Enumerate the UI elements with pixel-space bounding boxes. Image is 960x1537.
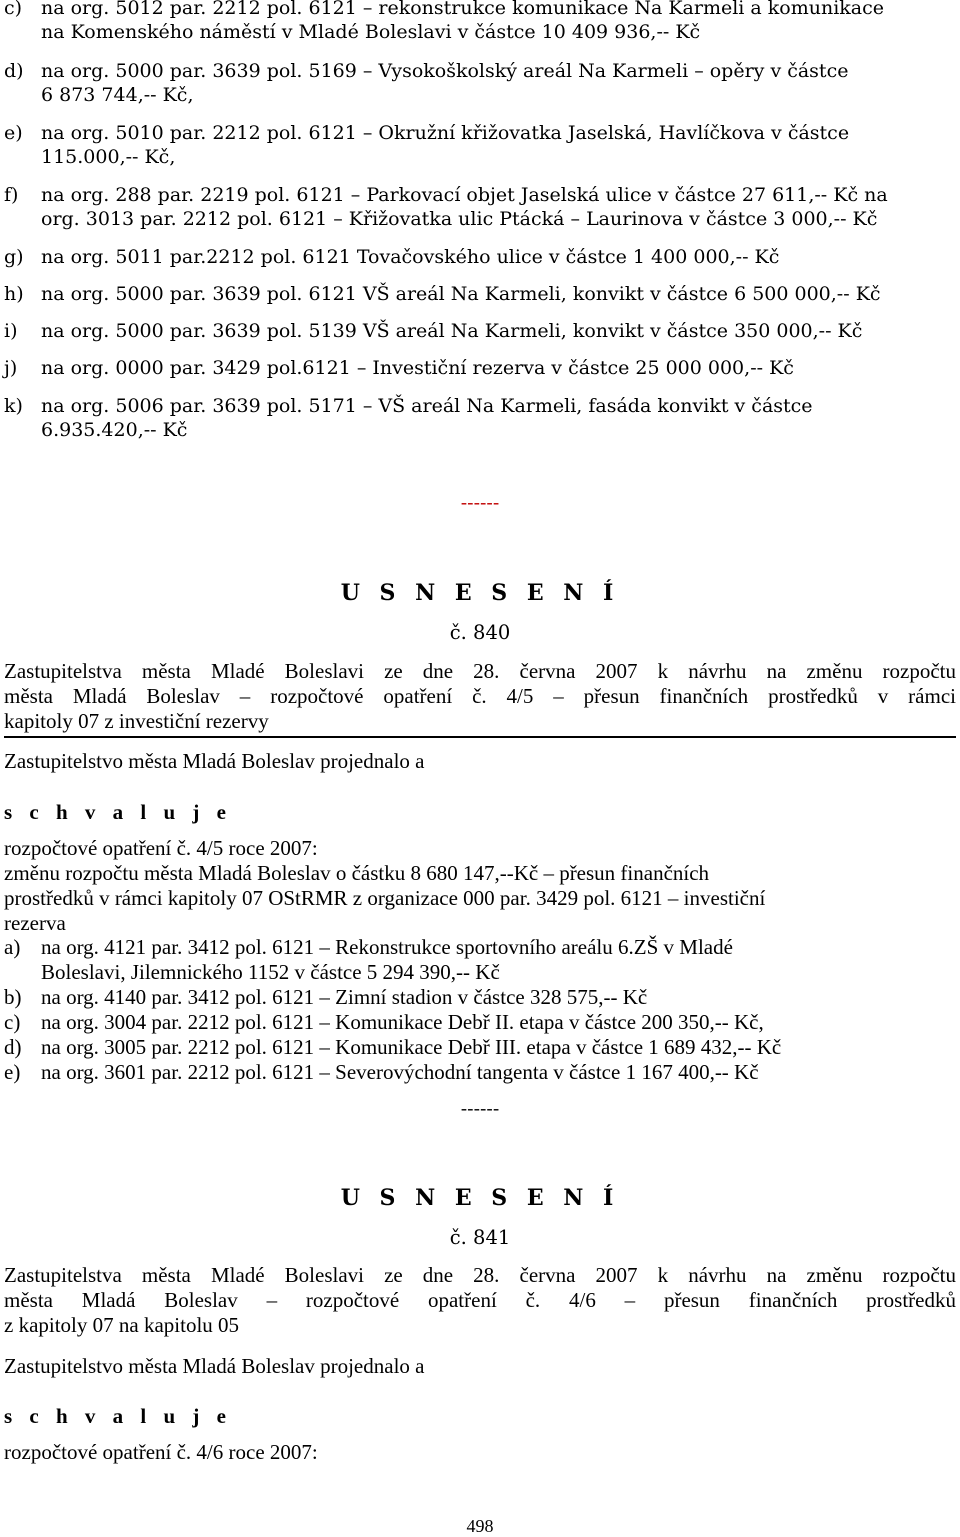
resolution-title-line: Zastupitelstva města Mladé Boleslavi ze dne 28. června 2007 k návrhu na změnu rozpočtu xyxy=(4,1263,956,1287)
body-line: prostředků v rámci kapitoly 07 OStRMR z organizace 000 par. 3429 pol. 6121 – investiční xyxy=(4,886,766,910)
resolution-heading: U S N E S E N Í xyxy=(340,580,620,606)
approves-label: s c h v a l u j e xyxy=(4,1404,232,1428)
list-item-e: e) na org. 5010 par. 2212 pol. 6121 – Okružní křižovatka Jaselská, Havlíčkova v částce xyxy=(4,122,850,144)
list-item-a: a) na org. 4121 par. 3412 pol. 6121 – Rekonstrukce sportovního areálu 6.ZŠ v Mladé xyxy=(4,935,733,959)
list-item-k-line2: 6.935.420,-- Kč xyxy=(41,419,188,441)
resolution-title-line: kapitoly 07 z investiční rezervy xyxy=(4,709,269,733)
page-number: 498 xyxy=(466,1516,494,1536)
list-item-a-line2: Boleslavi, Jilemnického 1152 v částce 5 294 390,-- Kč xyxy=(41,960,500,984)
list-item-k: k) na org. 5006 par. 3639 pol. 5171 – VŠ areál Na Karmeli, fasáda konvikt v částce xyxy=(4,395,813,417)
title-underline xyxy=(4,736,956,738)
list-item-c: c) na org. 3004 par. 2212 pol. 6121 – Komunikace Debř II. etapa v částce 200 350,-- Kč, xyxy=(4,1010,764,1034)
list-item-g: g) na org. 5011 par.2212 pol. 6121 Tovačovského ulice v částce 1 400 000,-- Kč xyxy=(4,246,780,268)
list-item-e-line2: 115.000,-- Kč, xyxy=(41,146,176,168)
list-item-d: d) na org. 3005 par. 2212 pol. 6121 – Komunikace Debř III. etapa v částce 1 689 432,-- Kč xyxy=(4,1035,782,1059)
council-intro: Zastupitelstvo města Mladá Boleslav projednalo a xyxy=(4,1354,425,1378)
list-item-e: e) na org. 3601 par. 2212 pol. 6121 – Severovýchodní tangenta v částce 1 167 400,-- Kč xyxy=(4,1060,759,1084)
list-item-f-line2: org. 3013 par. 2212 pol. 6121 – Křižovatka ulic Ptácká – Laurinova v částce 3 000,-- Kč xyxy=(41,208,878,230)
list-item-j: j) na org. 0000 par. 3429 pol.6121 – Investiční rezerva v částce 25 000 000,-- Kč xyxy=(4,357,794,379)
approves-label: s c h v a l u j e xyxy=(4,800,232,824)
budget-measure: rozpočtové opatření č. 4/5 roce 2007: xyxy=(4,836,318,860)
resolution-title-line: města Mladá Boleslav – rozpočtové opatření č. 4/6 – přesun finančních prostředků xyxy=(4,1288,956,1312)
resolution-title-line: Zastupitelstva města Mladé Boleslavi ze dne 28. června 2007 k návrhu na změnu rozpočtu xyxy=(4,659,956,683)
resolution-heading: U S N E S E N Í xyxy=(340,1185,620,1211)
list-item-d: d) na org. 5000 par. 3639 pol. 5169 – Vysokoškolský areál Na Karmeli – opěry v částce xyxy=(4,60,849,82)
list-item-h: h) na org. 5000 par. 3639 pol. 6121 VŠ areál Na Karmeli, konvikt v částce 6 500 000,-- Kč xyxy=(4,283,881,305)
council-intro: Zastupitelstvo města Mladá Boleslav projednalo a xyxy=(4,749,425,773)
list-item-f: f) na org. 288 par. 2219 pol. 6121 – Parkovací objet Jaselská ulice v částce 27 611,-- Kč na xyxy=(4,184,888,206)
resolution-title-line: z kapitoly 07 na kapitolu 05 xyxy=(4,1313,240,1337)
body-line: změnu rozpočtu města Mladá Boleslav o částku 8 680 147,--Kč – přesun finančních xyxy=(4,861,710,885)
budget-measure: rozpočtové opatření č. 4/6 roce 2007: xyxy=(4,1440,318,1464)
list-item-b: b) na org. 4140 par. 3412 pol. 6121 – Zimní stadion v částce 328 575,-- Kč xyxy=(4,985,648,1009)
resolution-number: č. 840 xyxy=(449,621,511,644)
resolution-title-line: města Mladá Boleslav – rozpočtové opatření č. 4/5 – přesun finančních prostředků v rámci xyxy=(4,684,956,708)
list-item-c: c) na org. 5012 par. 2212 pol. 6121 – rekonstrukce komunikace Na Karmeli a komunikace xyxy=(4,0,885,19)
list-item-d-line2: 6 873 744,-- Kč, xyxy=(41,84,194,106)
body-line: rezerva xyxy=(4,911,66,935)
section-separator: ------ xyxy=(460,1098,500,1120)
section-separator: ------ xyxy=(460,492,500,514)
list-item-i: i) na org. 5000 par. 3639 pol. 5139 VŠ areál Na Karmeli, konvikt v částce 350 000,-- Kč xyxy=(4,320,863,342)
list-item-c-line2: na Komenského náměstí v Mladé Boleslavi v částce 10 409 936,-- Kč xyxy=(41,21,701,43)
resolution-number: č. 841 xyxy=(449,1226,511,1249)
